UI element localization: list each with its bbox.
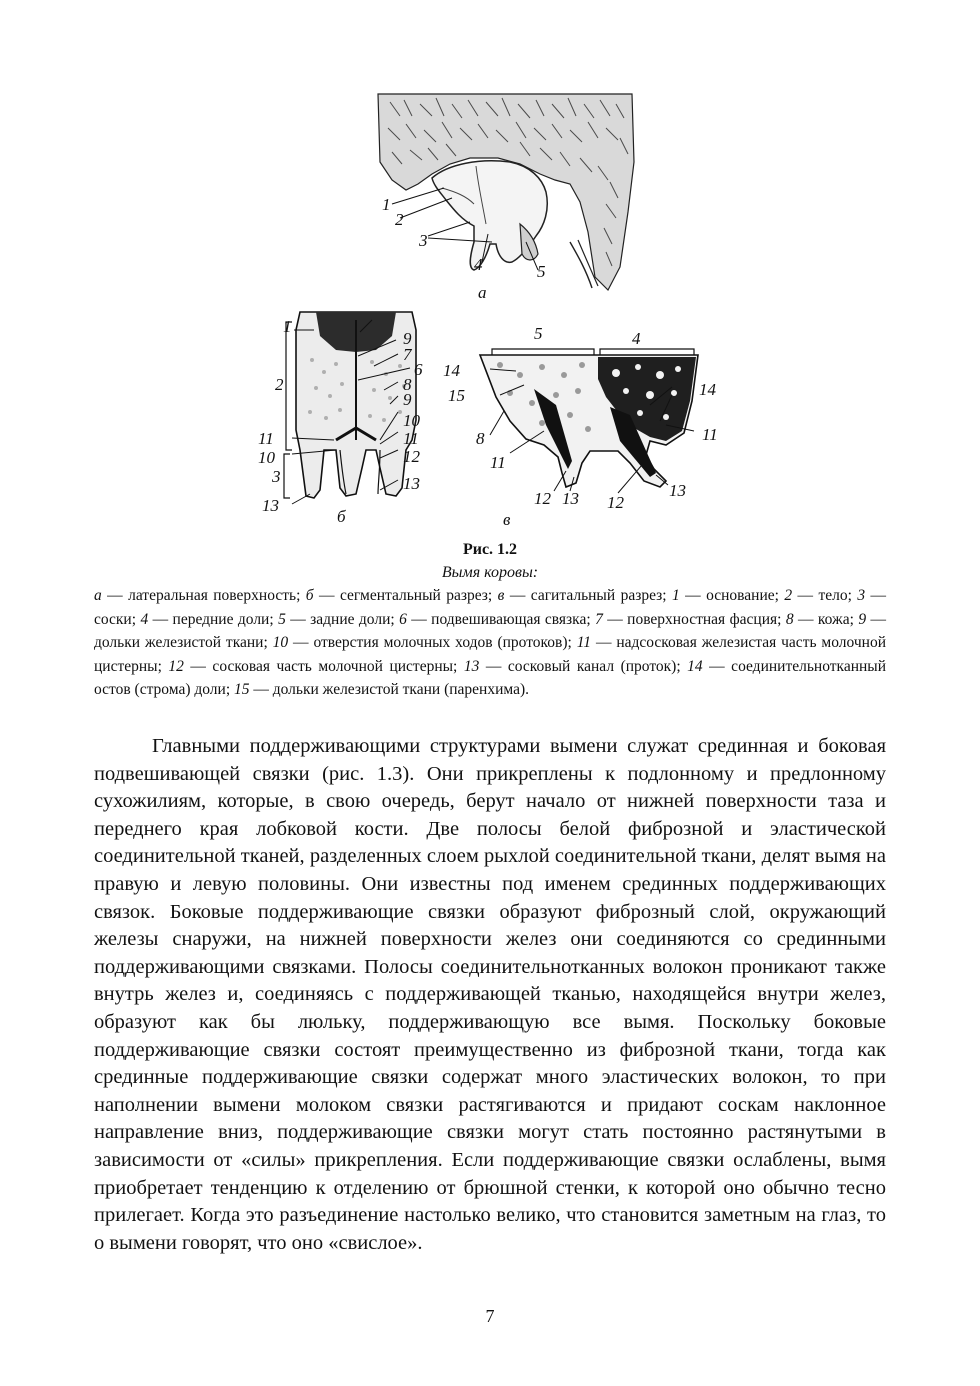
panel-b-label-1: 1 bbox=[283, 317, 292, 336]
legend-text: — поверхностная фасция; bbox=[602, 610, 786, 628]
page-number: 7 bbox=[485, 1306, 495, 1326]
panel-b-label-9b: 9 bbox=[403, 390, 412, 409]
legend-key: 5 bbox=[278, 610, 286, 628]
panel-v-label-8: 8 bbox=[476, 429, 485, 448]
figure-panel-a-drawing bbox=[370, 92, 640, 297]
panel-b-label-2: 2 bbox=[275, 375, 284, 394]
panel-a-label-1: 1 bbox=[382, 195, 391, 214]
legend-text: — латеральная поверхность; bbox=[101, 587, 306, 604]
legend-text: — передние доли; bbox=[148, 610, 279, 628]
legend-key: 7 bbox=[595, 610, 603, 628]
panel-b-label-6: 6 bbox=[414, 360, 423, 379]
legend-key: 9 bbox=[858, 610, 867, 628]
panel-v-label-14a: 14 bbox=[443, 361, 460, 380]
panel-a-label-2: 2 bbox=[395, 210, 404, 229]
figure-title: Рис. 1.2 bbox=[462, 541, 518, 558]
panel-b-label-13a: 13 bbox=[403, 474, 420, 493]
legend-key: 3 bbox=[857, 587, 866, 604]
panel-v-label-13a: 13 bbox=[562, 489, 579, 508]
legend-text: — сосковый канал (проток); bbox=[479, 657, 688, 675]
legend-key: б bbox=[305, 587, 314, 604]
legend-key: 11 bbox=[576, 634, 592, 651]
panel-v-label-11b: 11 bbox=[702, 425, 718, 444]
panel-v-label-12a: 12 bbox=[534, 489, 551, 508]
legend-text: — соски; bbox=[94, 587, 887, 628]
legend-text: — соединительнотканный остов (строма) доли; bbox=[94, 657, 886, 698]
legend-key: а bbox=[94, 587, 102, 604]
legend-key: 14 bbox=[687, 657, 703, 675]
legend-key: 1 bbox=[672, 587, 680, 604]
legend-key: в bbox=[497, 587, 505, 604]
panel-a-letter: а bbox=[478, 283, 487, 302]
panel-a-label-3: 3 bbox=[419, 231, 428, 250]
panel-v-label-11a: 11 bbox=[490, 453, 506, 472]
legend-text: — тело; bbox=[792, 587, 858, 604]
panel-b-label-12: 12 bbox=[403, 447, 420, 466]
panel-v-label-12b: 12 bbox=[607, 493, 624, 512]
panel-v-label-14b: 14 bbox=[699, 380, 716, 399]
legend-text: — надсосковая железистая часть молочной цистерны; bbox=[94, 634, 886, 675]
panel-b-label-11a: 11 bbox=[258, 429, 274, 448]
panel-v-label-5: 5 bbox=[534, 324, 543, 343]
legend-text: — отверстия молочных ходов (протоков); bbox=[288, 634, 577, 651]
panel-v-label-4: 4 bbox=[632, 329, 641, 348]
legend-key: 15 bbox=[234, 681, 250, 698]
legend-text: — кожа; bbox=[793, 610, 859, 628]
panel-b-label-8: 8 bbox=[403, 375, 412, 394]
panel-v-label-15: 15 bbox=[448, 386, 465, 405]
legend-text: — сосковая часть молочной цистерны; bbox=[183, 657, 464, 675]
legend-key: 13 bbox=[463, 657, 480, 675]
legend-key: 2 bbox=[784, 587, 793, 604]
panel-b-label-9a: 9 bbox=[403, 329, 412, 348]
legend-text: — сегментальный разрез; bbox=[313, 587, 498, 604]
legend-key: 10 bbox=[272, 634, 289, 651]
legend-text: — основание; bbox=[679, 587, 785, 604]
panel-b-label-3: 3 bbox=[272, 467, 281, 486]
panel-v-letter: в bbox=[503, 510, 511, 529]
panel-b-label-11b: 11 bbox=[403, 429, 419, 448]
legend-key: 6 bbox=[399, 610, 407, 628]
panel-b-label-13b: 13 bbox=[262, 496, 279, 515]
legend-text: — подвешивающая связка; bbox=[406, 610, 596, 628]
panel-b-label-10b: 10 bbox=[258, 448, 275, 467]
panel-v-label-13b: 13 bbox=[669, 481, 686, 500]
figure-legend bbox=[94, 584, 886, 702]
panel-a-label-5: 5 bbox=[537, 262, 546, 281]
panel-b-letter: б bbox=[337, 507, 346, 526]
panel-b-label-7: 7 bbox=[403, 345, 412, 364]
legend-text: — дольки железистой ткани (паренхима). bbox=[249, 681, 529, 698]
body-paragraph: Главными поддерживающими структурами вымени служат срединная и боковая подвешивающей связки (рис. 1.3). Они прикреплены к подлонному и предлонному сухожилиям, которые, в свою очередь, берут начало от нижней поверхности таза и переднего края лобковой кости. Две полосы белой фиброзной и эластической соединительной тканей, разделенных слоем рыхлой соединительной ткани, делят вымя на правую и левую половины. Они известны под именем срединных поддерживающих связок. Боковые поддерживающие связки образуют фиброзный слой, окружающий железы снаружи, на нижней поверхности желез они соединяются со срединными поддерживающими связками. Полосы соединительнотканных волокон проникают также внутрь желез и, соединяясь с поддерживающей тканью, находящейся внутри желез, образуют как бы люльку, поддерживающую все вымя. Поскольку боковые поддерживающие связки состоят преимущественно из фиброзной ткани, тогда как срединные поддерживающие связки содержат много эластических волокон, то при наполнении вымени молоком связки растягиваются и придают соскам наклонное направление вниз, поддерживающие связки могут стать постоянно растянутыми в зависимости от «силы» прикрепления. Если поддерживающие связки ослаблены, вымя приобретает тенденцию к отделению от брюшной стенки, к которой оно обычно тесно прилегает. Когда это разъединение настолько велико, что становится заметным на глаз, то о вымени говорят, что оно «свислое». bbox=[94, 735, 886, 1254]
legend-text: — дольки железистой ткани; bbox=[94, 610, 887, 651]
legend-key: 8 bbox=[785, 610, 794, 628]
panel-b-label-10a: 10 bbox=[403, 411, 420, 430]
legend-key: 12 bbox=[168, 657, 184, 675]
panel-a-label-4: 4 bbox=[474, 255, 483, 274]
legend-text: — сагитальный разрез; bbox=[504, 587, 672, 604]
legend-key: 4 bbox=[140, 610, 149, 628]
legend-text: — задние доли; bbox=[285, 610, 400, 628]
figure-subtitle: Вымя коровы: bbox=[441, 564, 539, 581]
